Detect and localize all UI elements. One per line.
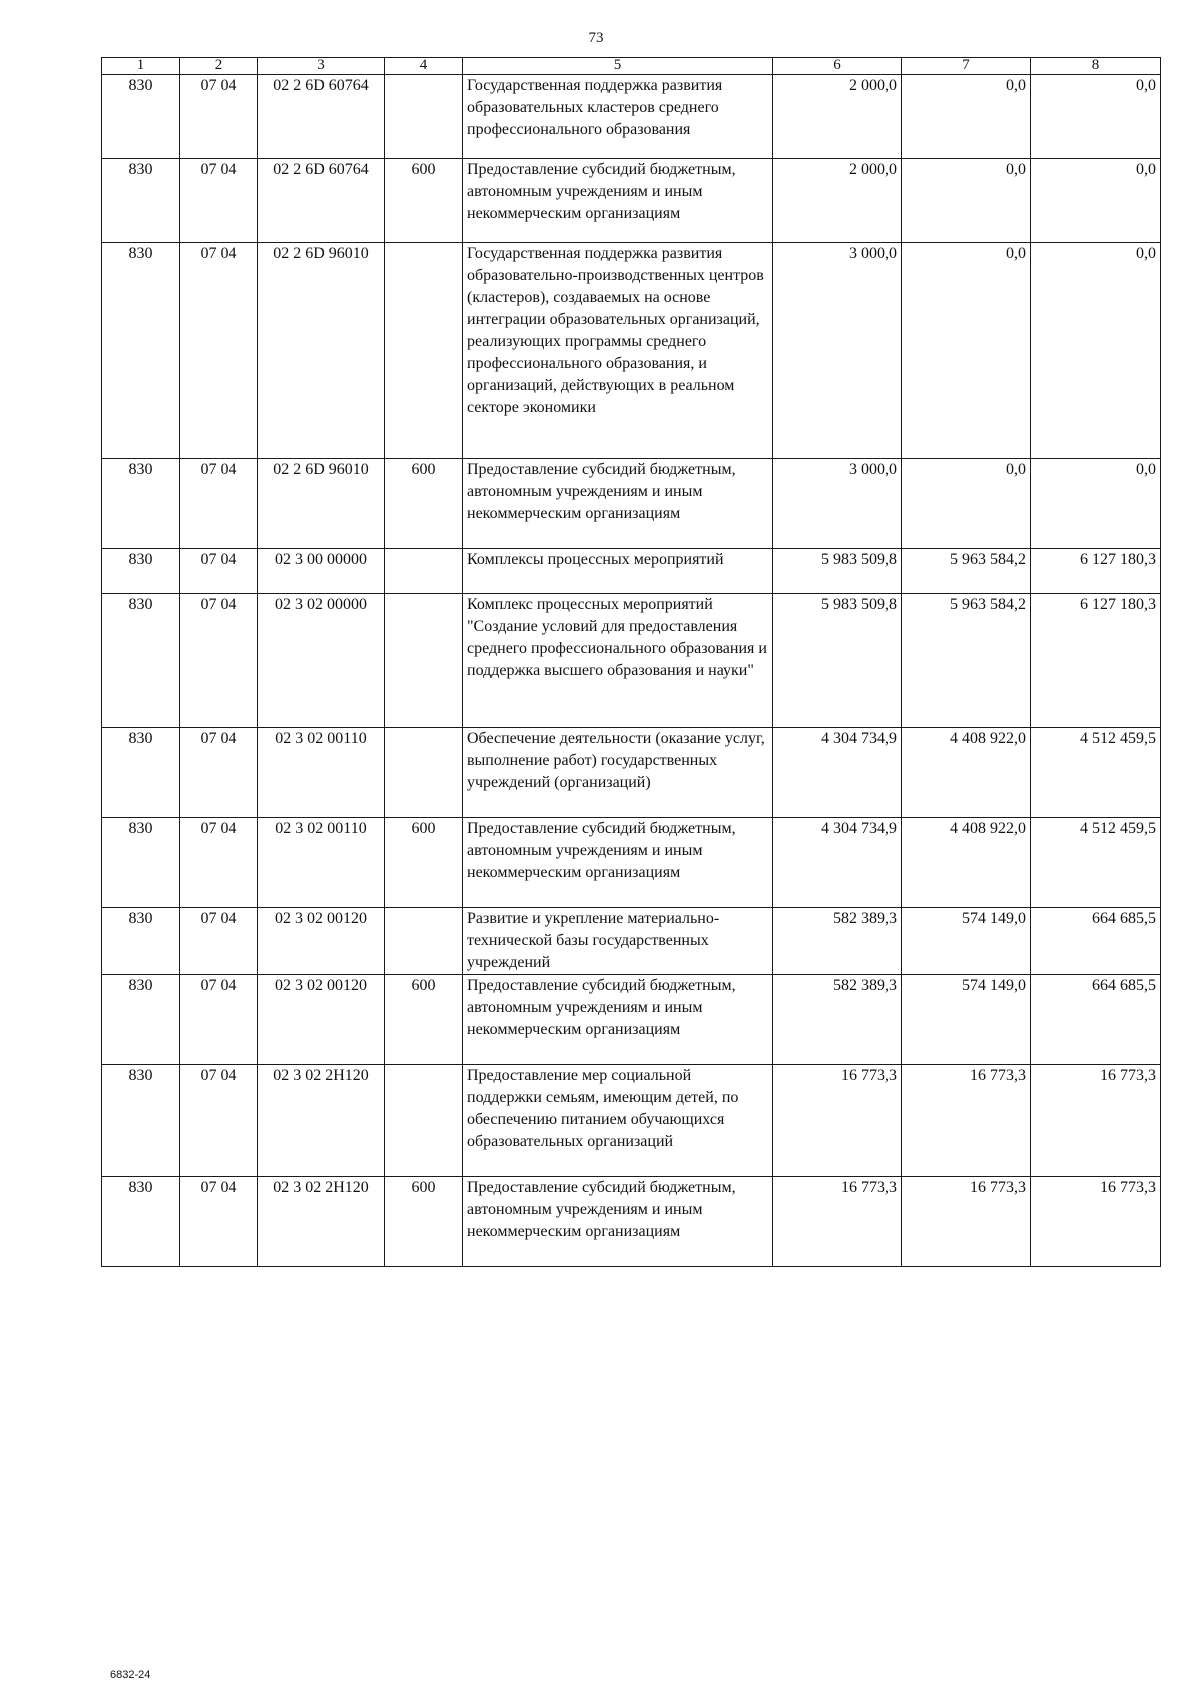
cell-section: 07 04: [180, 459, 258, 549]
cell-amount-year-2: 574 149,0: [902, 908, 1031, 975]
cell-expense-type: [385, 908, 463, 975]
cell-amount-year-1: 16 773,3: [773, 1177, 902, 1267]
cell-amount-year-3: 4 512 459,5: [1031, 818, 1161, 908]
cell-target-article: 02 3 02 00000: [258, 594, 385, 728]
cell-amount-year-1: 582 389,3: [773, 975, 902, 1065]
cell-section: 07 04: [180, 594, 258, 728]
cell-amount-year-3: 6 127 180,3: [1031, 594, 1161, 728]
cell-ved: 830: [102, 243, 180, 459]
cell-amount-year-1: 5 983 509,8: [773, 594, 902, 728]
header-cell-3: 3: [258, 58, 385, 75]
cell-description: Обеспечение деятельности (оказание услуг, выполнение работ) государственных учреждений (организаций): [463, 728, 773, 818]
cell-target-article: 02 2 6D 96010: [258, 459, 385, 549]
cell-section: 07 04: [180, 549, 258, 594]
cell-description: Предоставление субсидий бюджетным, автономным учреждениям и иным некоммерческим организациям: [463, 159, 773, 243]
cell-expense-type: [385, 243, 463, 459]
cell-expense-type: 600: [385, 159, 463, 243]
cell-target-article: 02 3 02 00110: [258, 818, 385, 908]
document-code: 6832-24: [110, 1669, 151, 1681]
cell-target-article: 02 2 6D 60764: [258, 159, 385, 243]
cell-section: 07 04: [180, 1065, 258, 1177]
cell-expense-type: 600: [385, 818, 463, 908]
cell-section: 07 04: [180, 243, 258, 459]
cell-amount-year-2: 0,0: [902, 243, 1031, 459]
table-row: [102, 908, 1161, 975]
cell-ved: 830: [102, 594, 180, 728]
cell-section: 07 04: [180, 908, 258, 975]
cell-ved: 830: [102, 818, 180, 908]
cell-ved: 830: [102, 75, 180, 159]
cell-ved: 830: [102, 1177, 180, 1267]
cell-expense-type: [385, 75, 463, 159]
cell-section: 07 04: [180, 728, 258, 818]
cell-ved: 830: [102, 975, 180, 1065]
cell-target-article: 02 3 00 00000: [258, 549, 385, 594]
cell-target-article: 02 2 6D 60764: [258, 75, 385, 159]
cell-target-article: 02 3 02 2Н120: [258, 1177, 385, 1267]
header-cell-7: 7: [902, 58, 1031, 75]
cell-section: 07 04: [180, 1177, 258, 1267]
cell-description: Предоставление субсидий бюджетным, автономным учреждениям и иным некоммерческим организациям: [463, 459, 773, 549]
cell-amount-year-2: 5 963 584,2: [902, 549, 1031, 594]
cell-amount-year-1: 16 773,3: [773, 1065, 902, 1177]
cell-expense-type: 600: [385, 459, 463, 549]
cell-amount-year-1: 4 304 734,9: [773, 728, 902, 818]
table-row: [102, 159, 1161, 243]
table-row: [102, 728, 1161, 818]
page-number: 73: [588, 30, 604, 46]
header-row: [102, 58, 1161, 75]
cell-target-article: 02 3 02 2Н120: [258, 1065, 385, 1177]
header-cell-2: 2: [180, 58, 258, 75]
cell-ved: 830: [102, 1065, 180, 1177]
cell-amount-year-2: 4 408 922,0: [902, 818, 1031, 908]
table-body: [102, 75, 1161, 1267]
cell-amount-year-3: 16 773,3: [1031, 1065, 1161, 1177]
header-cell-1: 1: [102, 58, 180, 75]
cell-amount-year-3: 0,0: [1031, 459, 1161, 549]
table-row: [102, 243, 1161, 459]
cell-amount-year-1: 5 983 509,8: [773, 549, 902, 594]
cell-expense-type: [385, 594, 463, 728]
cell-ved: 830: [102, 459, 180, 549]
cell-section: 07 04: [180, 818, 258, 908]
cell-amount-year-3: 6 127 180,3: [1031, 549, 1161, 594]
cell-amount-year-2: 4 408 922,0: [902, 728, 1031, 818]
cell-amount-year-2: 0,0: [902, 459, 1031, 549]
cell-amount-year-1: 3 000,0: [773, 459, 902, 549]
cell-ved: 830: [102, 159, 180, 243]
cell-amount-year-1: 582 389,3: [773, 908, 902, 975]
cell-description: Предоставление субсидий бюджетным, автономным учреждениям и иным некоммерческим организациям: [463, 818, 773, 908]
table-row: [102, 975, 1161, 1065]
cell-amount-year-2: 5 963 584,2: [902, 594, 1031, 728]
cell-ved: 830: [102, 549, 180, 594]
cell-amount-year-2: 0,0: [902, 159, 1031, 243]
cell-expense-type: 600: [385, 975, 463, 1065]
header-cell-8: 8: [1031, 58, 1161, 75]
cell-amount-year-1: 4 304 734,9: [773, 818, 902, 908]
cell-expense-type: [385, 1065, 463, 1177]
cell-amount-year-3: 0,0: [1031, 159, 1161, 243]
table-row: [102, 459, 1161, 549]
cell-description: Государственная поддержка развития образовательных кластеров среднего профессионального образования: [463, 75, 773, 159]
cell-description: Государственная поддержка развития образовательно-производственных центров (кластеров), создаваемых на основе интеграции образовательных организаций, реализующих программы среднего профессионального образования, и организаций, действующих в реальном секторе экономики: [463, 243, 773, 459]
cell-amount-year-1: 2 000,0: [773, 75, 902, 159]
cell-amount-year-2: 16 773,3: [902, 1065, 1031, 1177]
cell-amount-year-2: 16 773,3: [902, 1177, 1031, 1267]
cell-section: 07 04: [180, 75, 258, 159]
cell-description: Предоставление мер социальной поддержки семьям, имеющим детей, по обеспечению питанием обучающихся образовательных организаций: [463, 1065, 773, 1177]
cell-amount-year-1: 2 000,0: [773, 159, 902, 243]
cell-expense-type: 600: [385, 1177, 463, 1267]
table-row: [102, 75, 1161, 159]
cell-section: 07 04: [180, 159, 258, 243]
cell-target-article: 02 2 6D 96010: [258, 243, 385, 459]
table-row: [102, 1065, 1161, 1177]
table-header: [102, 58, 1161, 75]
cell-target-article: 02 3 02 00120: [258, 975, 385, 1065]
header-cell-4: 4: [385, 58, 463, 75]
cell-description: Развитие и укрепление материально-технической базы государственных учреждений: [463, 908, 773, 975]
cell-amount-year-3: 4 512 459,5: [1031, 728, 1161, 818]
cell-amount-year-3: 0,0: [1031, 243, 1161, 459]
cell-amount-year-1: 3 000,0: [773, 243, 902, 459]
cell-target-article: 02 3 02 00110: [258, 728, 385, 818]
cell-expense-type: [385, 728, 463, 818]
table-row: [102, 1177, 1161, 1267]
cell-amount-year-3: 664 685,5: [1031, 975, 1161, 1065]
cell-ved: 830: [102, 908, 180, 975]
cell-description: Комплекс процессных мероприятий "Создание условий для предоставления среднего профессионального образования и поддержка высшего образования и науки": [463, 594, 773, 728]
table-row: [102, 549, 1161, 594]
header-cell-6: 6: [773, 58, 902, 75]
cell-target-article: 02 3 02 00120: [258, 908, 385, 975]
cell-section: 07 04: [180, 975, 258, 1065]
table-row: [102, 594, 1161, 728]
header-cell-5: 5: [463, 58, 773, 75]
cell-ved: 830: [102, 728, 180, 818]
cell-description: Комплексы процессных мероприятий: [463, 549, 773, 594]
table-row: [102, 818, 1161, 908]
cell-amount-year-3: 0,0: [1031, 75, 1161, 159]
cell-amount-year-2: 574 149,0: [902, 975, 1031, 1065]
cell-amount-year-3: 664 685,5: [1031, 908, 1161, 975]
budget-table: [101, 57, 1161, 1267]
cell-description: Предоставление субсидий бюджетным, автономным учреждениям и иным некоммерческим организациям: [463, 1177, 773, 1267]
cell-amount-year-2: 0,0: [902, 75, 1031, 159]
cell-description: Предоставление субсидий бюджетным, автономным учреждениям и иным некоммерческим организациям: [463, 975, 773, 1065]
cell-amount-year-3: 16 773,3: [1031, 1177, 1161, 1267]
cell-expense-type: [385, 549, 463, 594]
